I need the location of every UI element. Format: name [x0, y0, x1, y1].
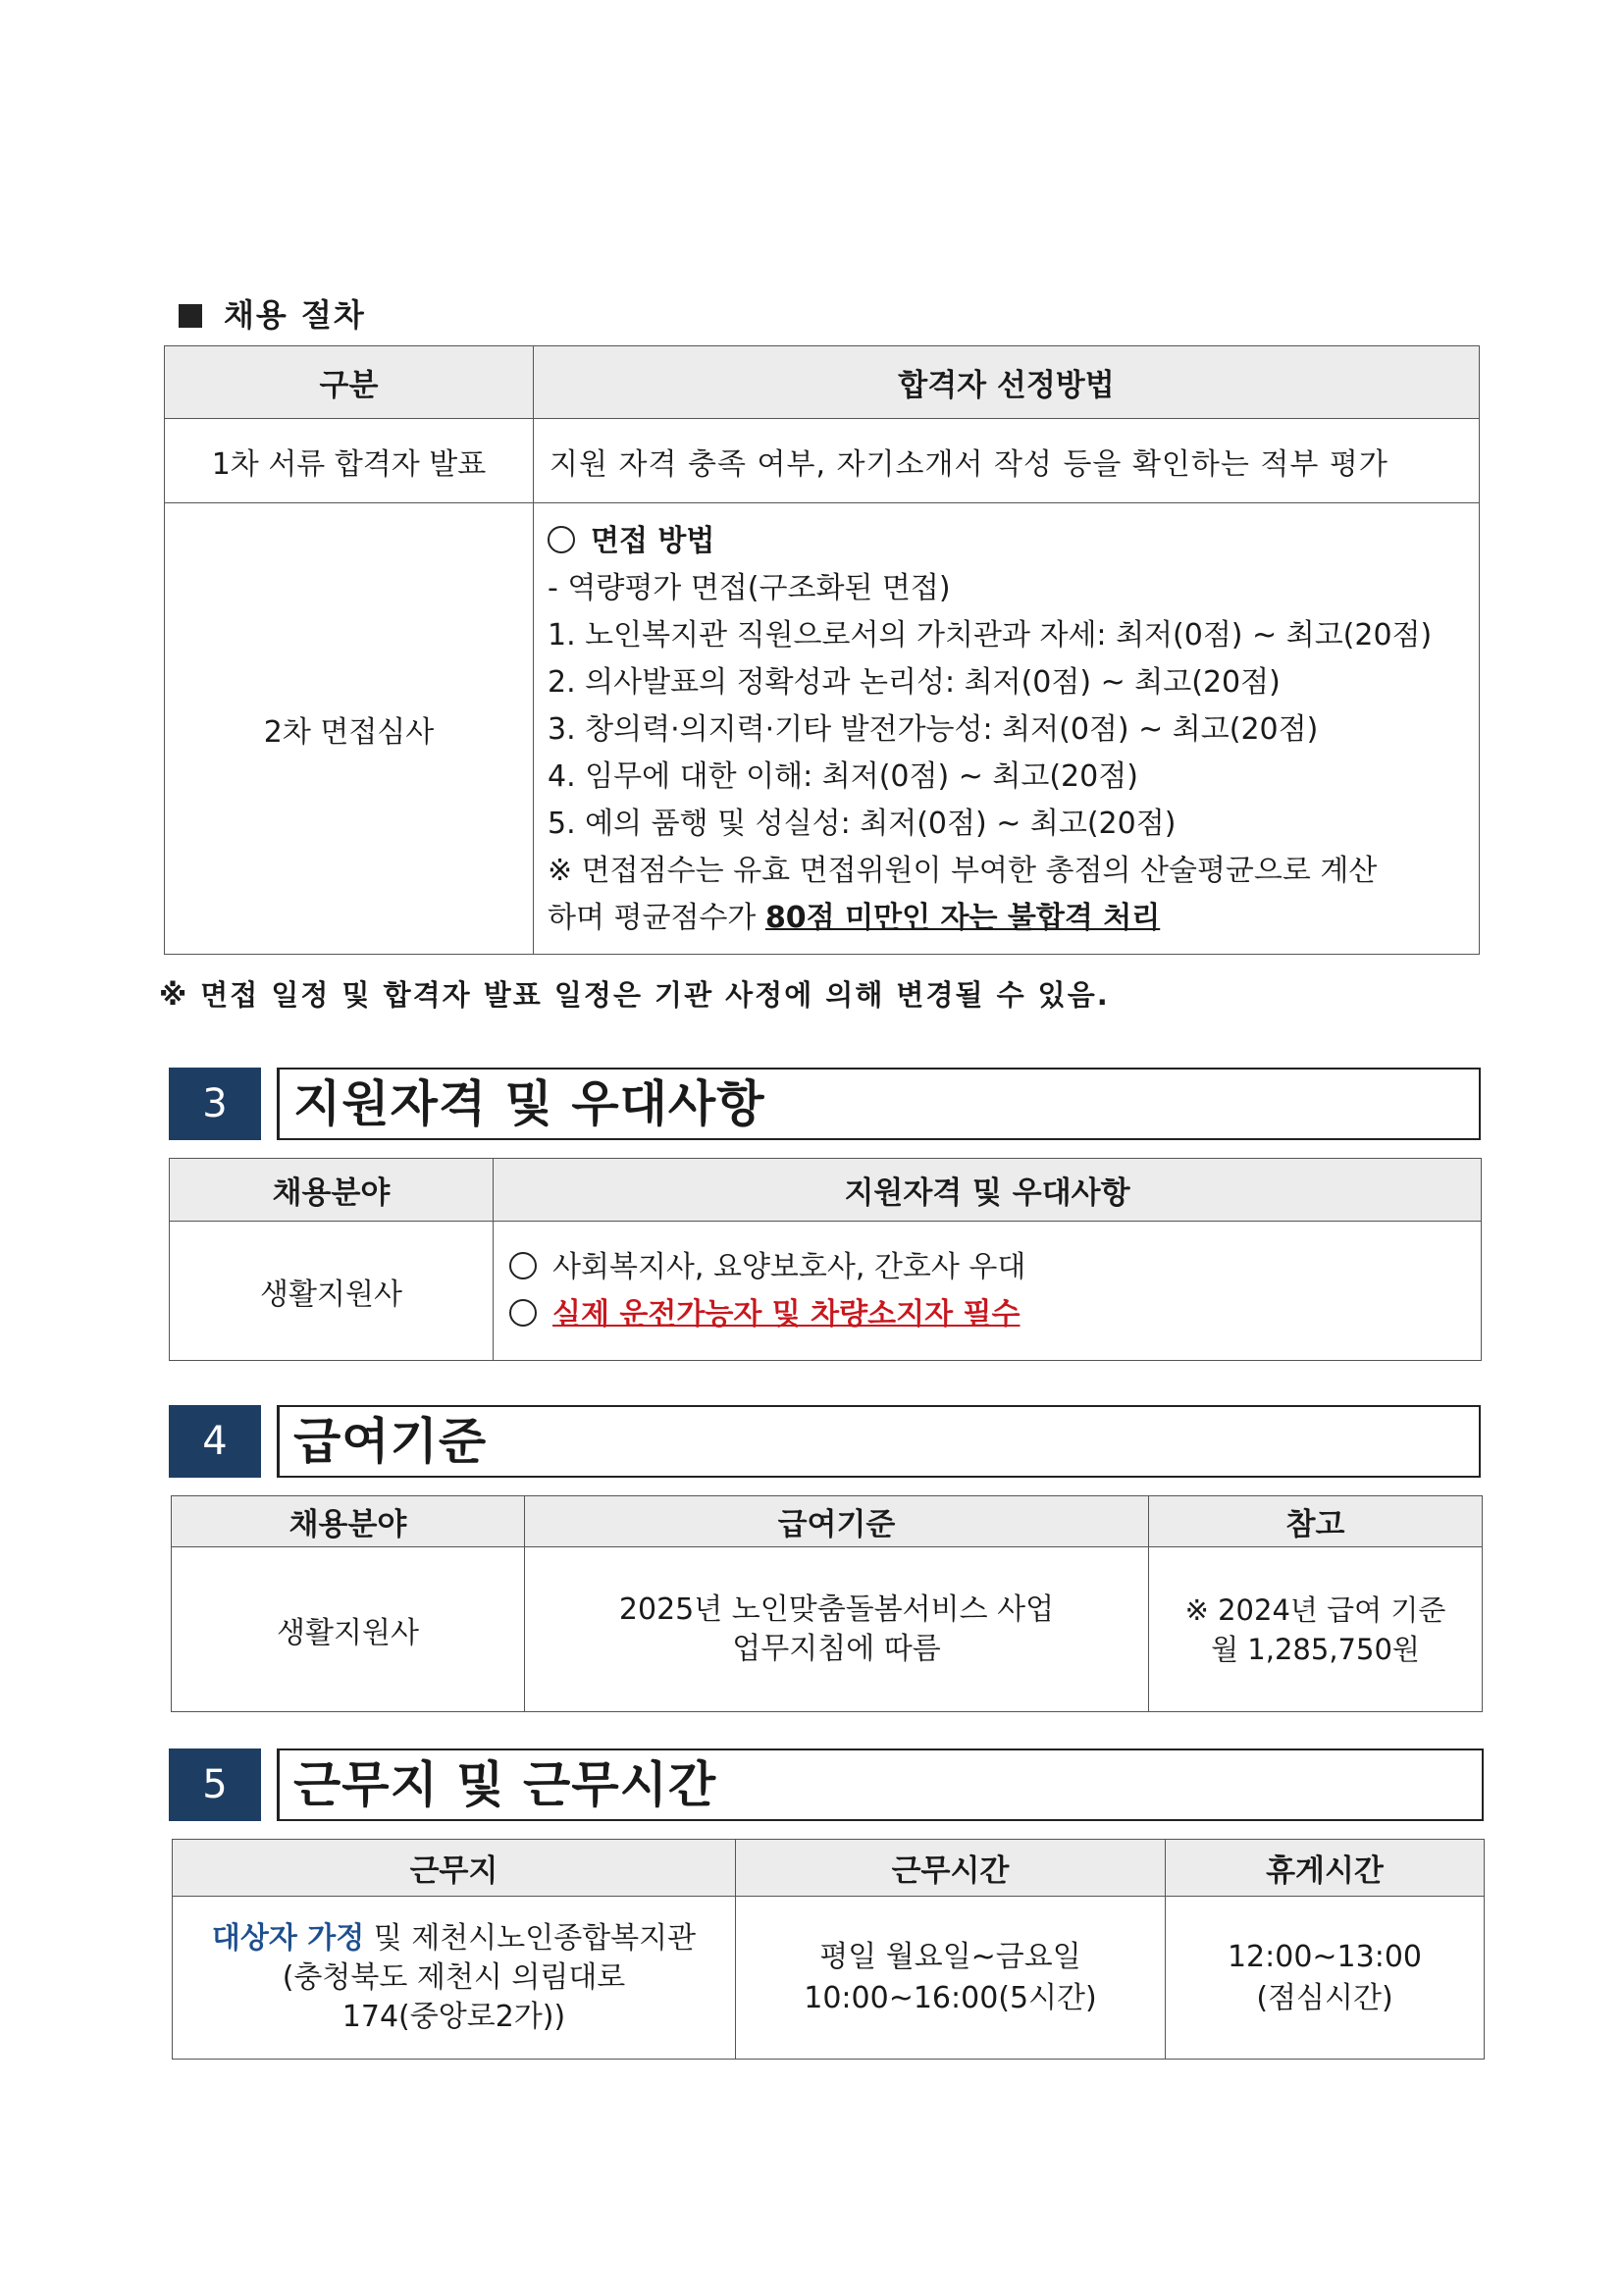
section-title: 급여기준 — [277, 1405, 1481, 1478]
section-number: 3 — [169, 1068, 261, 1140]
method-line: ※ 면접점수는 유효 면접위원이 부여한 총점의 산술평균으로 계산 — [548, 853, 1378, 888]
header-work-hours: 근무시간 — [736, 1840, 1166, 1897]
header-reference: 참고 — [1149, 1496, 1483, 1547]
salary-table — [171, 1495, 1483, 1712]
header-selection-method: 합격자 선정방법 — [534, 346, 1480, 419]
workplace-table — [172, 1839, 1485, 2060]
section-title: 지원자격 및 우대사항 — [277, 1068, 1481, 1140]
procedure-table — [164, 345, 1480, 955]
header-qualification: 지원자격 및 우대사항 — [494, 1159, 1482, 1222]
field-cell: 생활지원사 — [170, 1222, 494, 1361]
qualification-item: 사회복지사, 요양보호사, 간호사 우대 — [509, 1244, 1481, 1291]
stage-1-method: 지원 자격 충족 여부, 자기소개서 작성 등을 확인하는 적부 평가 — [534, 419, 1480, 503]
method-line: 5. 예의 품행 및 성실성: 최저(0점) ~ 최고(20점) — [548, 806, 1177, 841]
procedure-title: 채용 절차 — [179, 290, 366, 336]
qualification-table — [169, 1158, 1482, 1361]
stage-1: 1차 서류 합격자 발표 — [165, 419, 534, 503]
stage-2-method — [534, 503, 1480, 955]
circle-bullet-icon — [548, 526, 575, 553]
work-hours-cell: 평일 월요일~금요일 10:00~16:00(5시간) — [736, 1897, 1166, 2060]
circle-bullet-icon — [509, 1252, 537, 1279]
method-line: 4. 임무에 대한 이해: 최저(0점) ~ 최고(20점) — [548, 758, 1138, 794]
section-title: 근무지 및 근무시간 — [277, 1748, 1484, 1821]
qualification-cell — [494, 1222, 1482, 1361]
header-field: 채용분야 — [170, 1159, 494, 1222]
method-line: 1. 노인복지관 직원으로서의 가치관과 자세: 최저(0점) ~ 최고(20점) — [548, 617, 1433, 652]
method-title: 면접 방법 — [548, 518, 1465, 565]
fail-criteria: 80점 미만인 자는 불합격 처리 — [764, 900, 1161, 935]
break-time-cell: 12:00~13:00 (점심시간) — [1166, 1897, 1485, 2060]
schedule-note: ※ 면접 일정 및 합격자 발표 일정은 기관 사정에 의해 변경될 수 있음. — [159, 978, 1110, 1012]
header-break-time: 휴게시간 — [1166, 1840, 1485, 1897]
section-5-header — [169, 1748, 1484, 1821]
circle-bullet-icon — [509, 1299, 537, 1327]
header-field: 채용분야 — [172, 1496, 525, 1547]
section-4-header — [169, 1405, 1481, 1478]
stage-2: 2차 면접심사 — [165, 503, 534, 955]
workplace-cell: 대상자 가정 및 제천시노인종합복지관 (충청북도 제천시 의림대로 174(중앙로2가)) — [173, 1897, 736, 2060]
header-salary: 급여기준 — [525, 1496, 1149, 1547]
section-number: 4 — [169, 1405, 261, 1478]
method-line: - 역량평가 면접(구조화된 면접) — [548, 570, 951, 605]
salary-cell: 2025년 노인맞춤돌봄서비스 사업 업무지침에 따름 — [525, 1547, 1149, 1712]
section-number: 5 — [169, 1748, 261, 1821]
header-workplace: 근무지 — [173, 1840, 736, 1897]
method-line: 2. 의사발표의 정확성과 논리성: 최저(0점) ~ 최고(20점) — [548, 664, 1281, 700]
field-cell: 생활지원사 — [172, 1547, 525, 1712]
method-last-line: 하며 평균점수가 80점 미만인 자는 불합격 처리 — [548, 900, 1161, 935]
header-category: 구분 — [165, 346, 534, 419]
reference-cell: ※ 2024년 급여 기준 월 1,285,750원 — [1149, 1547, 1483, 1712]
method-line: 3. 창의력·의지력·기타 발전가능성: 최저(0점) ~ 최고(20점) — [548, 711, 1319, 747]
workplace-emphasis: 대상자 가정 — [211, 1920, 365, 1956]
section-3-header — [169, 1068, 1481, 1140]
qualification-item-required: 실제 운전가능자 및 차량소지자 필수 — [509, 1291, 1481, 1338]
square-bullet-icon — [179, 304, 202, 328]
